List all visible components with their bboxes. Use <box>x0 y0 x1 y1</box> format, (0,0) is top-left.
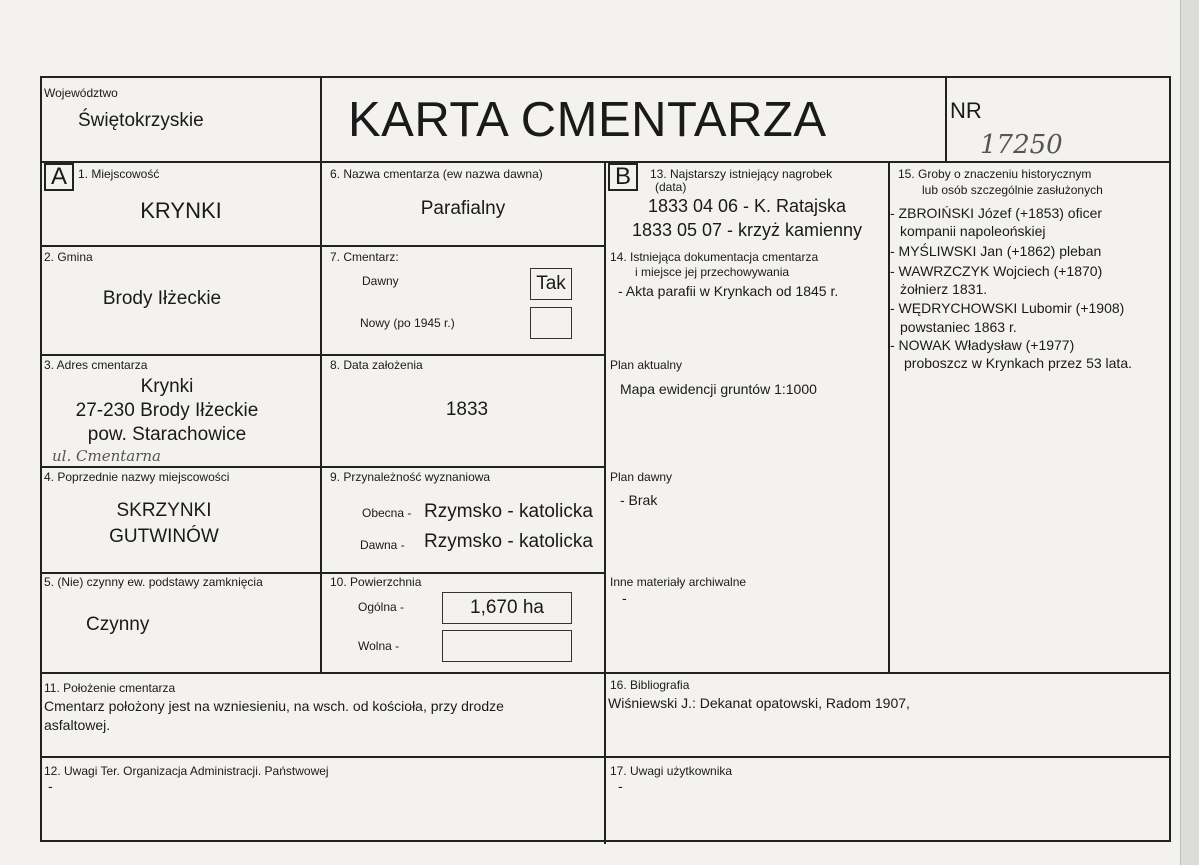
field-16-label: 16. Bibliografia <box>610 678 690 692</box>
field-17-value: - <box>618 778 623 794</box>
field-15-label: 15. Groby o znaczeniu historycznym <box>898 167 1092 181</box>
field-13-line1: 1833 04 06 - K. Ratajska <box>647 196 847 216</box>
field-2-value: Brody Iłżeckie <box>102 288 222 309</box>
field-9-label: 9. Przynależność wyznaniowa <box>330 470 491 484</box>
field-11-line1: Cmentarz położony jest na wzniesieniu, na wsch. od kościoła, przy drodze <box>44 698 504 714</box>
field-10-label: 10. Powierzchnia <box>330 575 422 589</box>
field-6-value: Parafialny <box>420 198 506 219</box>
field-15-line: - NOWAK Władysław (+1977) <box>890 337 1075 353</box>
field-15-line: powstaniec 1863 r. <box>900 319 1017 335</box>
field-6-label: 6. Nazwa cmentarza (ew nazwa dawna) <box>330 167 543 181</box>
field-9-obecna-value: Rzymsko - katolicka <box>424 501 593 522</box>
field-8-value: 1833 <box>445 399 489 420</box>
field-15-line: - ZBROIŃSKI Józef (+1853) oficer <box>890 205 1103 221</box>
field-7-dawny-label: Dawny <box>362 274 399 288</box>
scan-edge <box>1180 0 1199 865</box>
field-1-label: 1. Miejscowość <box>78 167 160 181</box>
col-divider <box>888 161 890 672</box>
voivodeship-value: Świętokrzyskie <box>78 110 204 131</box>
field-4-line2: GUTWINÓW <box>109 526 219 547</box>
cemetery-card <box>40 76 1171 842</box>
row-divider <box>42 572 604 574</box>
section-a-marker: A <box>44 163 74 191</box>
field-15-line: - WAWRZCZYK Wojciech (+1870) <box>890 263 1103 279</box>
inne-label: Inne materiały archiwalne <box>610 575 747 589</box>
col-divider <box>604 161 606 844</box>
field-17-label: 17. Uwagi użytkownika <box>610 764 733 778</box>
col-divider <box>945 78 947 162</box>
field-11-label: 11. Położenie cmentarza <box>44 681 176 695</box>
field-15-line: - WĘDRYCHOWSKI Lubomir (+1908) <box>890 300 1125 316</box>
field-11-line2: asfaltowej. <box>44 717 111 733</box>
field-2-label: 2. Gmina <box>44 250 93 264</box>
field-13-label2: (data) <box>655 180 687 194</box>
section-b-marker: B <box>608 163 638 191</box>
field-14-value: - Akta parafii w Krynkach od 1845 r. <box>618 283 839 299</box>
plan-dawny-label: Plan dawny <box>610 470 673 484</box>
row-divider <box>42 161 1171 163</box>
field-13-label: 13. Najstarszy istniejący nagrobek <box>650 167 833 181</box>
field-15-line: - MYŚLIWSKI Jan (+1862) pleban <box>890 243 1102 259</box>
field-15-label2: lub osób szczególnie zasłużonych <box>922 183 1103 197</box>
field-8-label: 8. Data założenia <box>330 358 423 372</box>
field-7-dawny-box: Tak <box>530 268 572 300</box>
page-title: KARTA CMENTARZA <box>348 93 827 147</box>
row-divider <box>42 245 604 247</box>
field-15-line: żołnierz 1831. <box>900 281 988 297</box>
row-divider <box>42 756 1171 758</box>
field-10-wolna-box <box>442 630 572 662</box>
field-15-line: kompanii napoleońskiej <box>900 223 1046 239</box>
field-12-value: - <box>48 778 53 794</box>
field-16-value: Wiśniewski J.: Dekanat opatowski, Radom 1907, <box>608 695 910 711</box>
field-3-line2: 27-230 Brody Iłżeckie <box>75 400 259 421</box>
plan-dawny-value: - Brak <box>620 492 658 508</box>
field-4-line1: SKRZYNKI <box>116 500 212 521</box>
inne-value: - <box>622 590 627 606</box>
field-5-label: 5. (Nie) czynny ew. podstawy zamknięcia <box>44 575 263 589</box>
plan-aktualny-value: Mapa ewidencji gruntów 1:1000 <box>620 381 817 397</box>
field-13-line2: 1833 05 07 - krzyż kamienny <box>631 220 863 240</box>
field-12-label: 12. Uwagi Ter. Organizacja Administracji. Państwowej <box>44 764 329 778</box>
field-3-handwritten: ul. Cmentarna <box>52 447 161 465</box>
field-4-label: 4. Poprzednie nazwy miejscowości <box>44 470 230 484</box>
nr-label: NR <box>950 98 982 123</box>
field-10-wolna-label: Wolna - <box>358 639 400 653</box>
field-3-line3: pow. Starachowice <box>87 424 247 445</box>
row-divider <box>42 466 604 468</box>
field-10-ogolna-label: Ogólna - <box>358 600 405 614</box>
field-14-label: 14. Istniejąca dokumentacja cmentarza <box>610 250 819 264</box>
field-9-dawna-value: Rzymsko - katolicka <box>424 531 593 552</box>
nr-value: 17250 <box>980 130 1063 160</box>
field-1-value: KRYNKI <box>140 198 222 223</box>
plan-aktualny-label: Plan aktualny <box>610 358 683 372</box>
field-9-obecna-label: Obecna - <box>362 506 412 520</box>
field-5-value: Czynny <box>86 614 150 635</box>
field-10-ogolna-box: 1,670 ha <box>442 592 572 624</box>
voivodeship-label: Województwo <box>44 86 118 100</box>
field-7-nowy-box <box>530 307 572 339</box>
row-divider <box>42 672 1171 674</box>
col-divider <box>320 78 322 672</box>
field-15-line: proboszcz w Krynkach przez 53 lata. <box>904 355 1132 371</box>
field-3-label: 3. Adres cmentarza <box>44 358 148 372</box>
field-3-line1: Krynki <box>140 376 194 397</box>
field-9-dawna-label: Dawna - <box>360 538 405 552</box>
field-14-label2: i miejsce jej przechowywania <box>635 265 790 279</box>
row-divider <box>42 354 604 356</box>
field-7-label: 7. Cmentarz: <box>330 250 399 264</box>
field-7-nowy-label: Nowy (po 1945 r.) <box>360 316 455 330</box>
